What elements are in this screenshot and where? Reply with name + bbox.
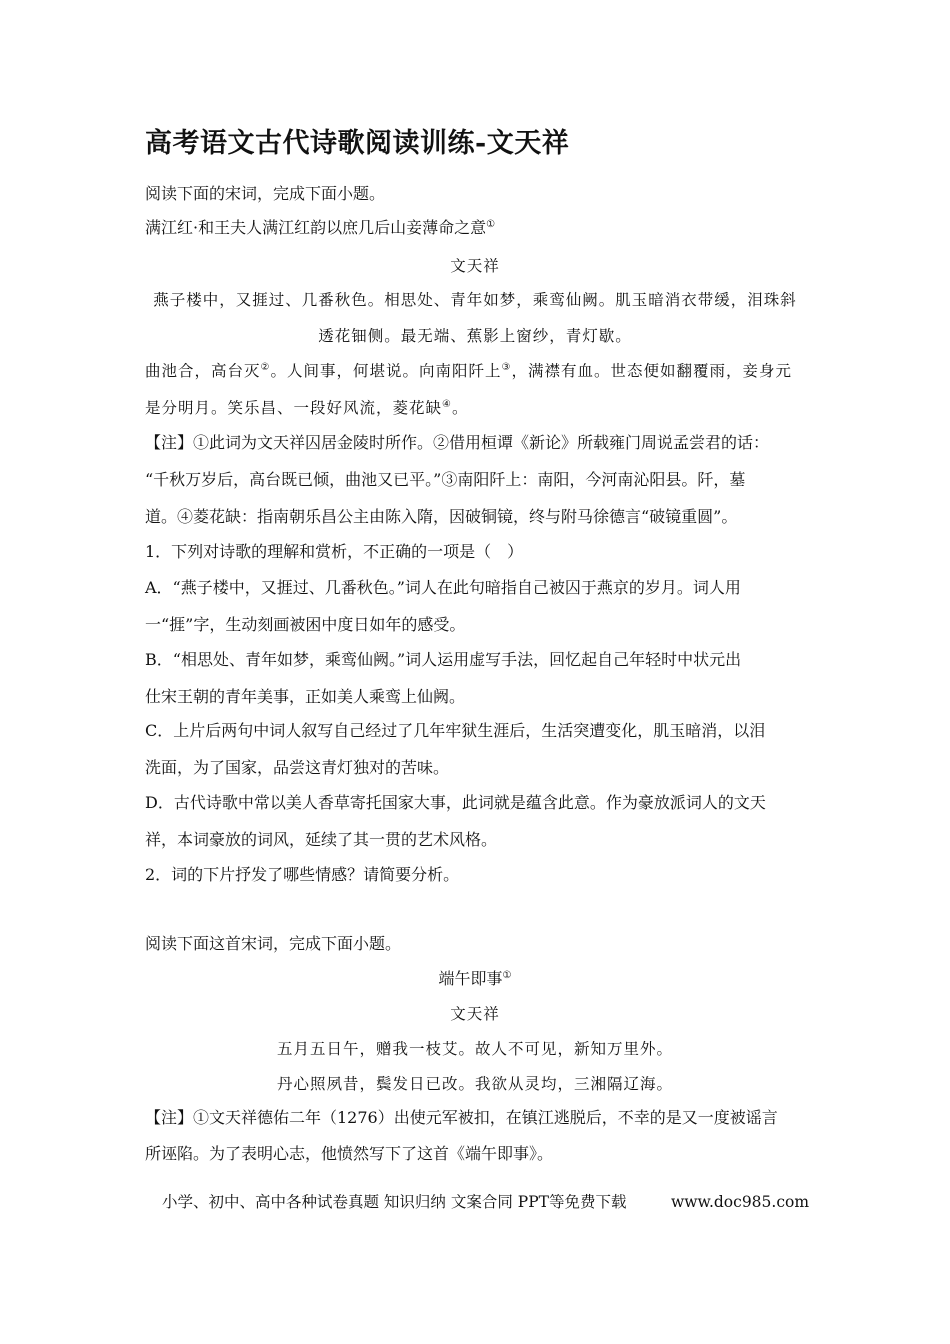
section2-intro: 阅读下面这首宋词，完成下面小题。 [145, 934, 402, 953]
footnote-ref: ① [486, 219, 496, 230]
section1-intro: 阅读下面的宋词，完成下面小题。 [145, 184, 386, 203]
footnote-ref: ③ [501, 362, 512, 373]
option-d-line1: D．古代诗歌中常以美人香草寄托国家大事，此词就是蕴含此意。作为豪放派词人的文天 [145, 793, 766, 812]
poem2-author: 文天祥 [450, 1005, 500, 1023]
option-c-line2: 洗面，为了国家，品尝这青灯独对的苦味。 [145, 758, 450, 777]
option-d-line2: 祥，本词豪放的词风，延续了其一贯的艺术风格。 [145, 830, 498, 849]
footer-url[interactable]: www.doc985.com [671, 1193, 810, 1211]
option-a-line2: 一“捱”字，生动刻画被困中度日如年的感受。 [145, 615, 466, 634]
poem2-title: 端午即事① [438, 969, 512, 988]
note2-line2: 所诬陷。为了表明心志，他愤然写下了这首《端午即事》。 [145, 1144, 554, 1163]
footnote-ref: ① [502, 970, 512, 981]
footnote-ref: ④ [442, 399, 452, 410]
poem1-title: 满江红·和王夫人满江红韵以庶几后山妾薄命之意① [145, 218, 496, 237]
poem1-stanza1-line1: 燕子楼中，又捱过、几番秋色。相思处、青年如梦，乘鸾仙阙。肌玉暗消衣带缓，泪珠斜 [153, 291, 797, 309]
poem2-line1: 五月五日午，赠我一枝艾。故人不可见，新知万里外。 [276, 1040, 673, 1058]
question-1: 1．下列对诗歌的理解和赏析，不正确的一项是（ ） [145, 542, 524, 561]
note1-line2: “千秋万岁后，高台既已倾，曲池又已平。”③南阳阡上：南阳，今河南沁阳县。阡，墓 [145, 470, 746, 489]
option-a-line1: A．“燕子楼中，又捱过、几番秋色。”词人在此句暗指自己被囚于燕京的岁月。词人用 [145, 578, 741, 597]
poem1-author: 文天祥 [450, 257, 500, 275]
poem1-stanza1-line2: 透花钿侧。最无端、蕉影上窗纱，青灯歇。 [318, 327, 632, 345]
page-title: 高考语文古代诗歌阅读训练-文天祥 [145, 128, 570, 159]
option-c-line1: C．上片后两句中词人叙写自己经过了几年牢狱生涯后，生活突遭变化，肌玉暗消，以泪 [145, 721, 766, 740]
question-2: 2．词的下片抒发了哪些情感？请简要分析。 [145, 865, 460, 884]
footnote-ref: ② [260, 362, 271, 373]
poem2-line2: 丹心照夙昔，鬓发日已改。我欲从灵均，三湘隔辽海。 [276, 1075, 673, 1093]
poem1-stanza2-line1: 曲池合，高台灭②。人间事，何堪说。向南阳阡上③，满襟有血。世态便如翻覆雨，妾身元 [145, 362, 792, 380]
footer-text: 小学、初中、高中各种试卷真题 知识归纳 文案合同 PPT等免费下载 [162, 1193, 627, 1211]
poem1-stanza2-line2: 是分明月。笑乐昌、一段好风流，菱花缺④。 [145, 399, 469, 417]
option-b-line2: 仕宋王朝的青年美事，正如美人乘鸾上仙阙。 [145, 687, 466, 706]
note1-line1: 【注】①此词为文天祥囚居金陵时所作。②借用桓谭《新论》所载雍门周说孟尝君的话： [145, 433, 770, 452]
option-b-line1: B．“相思处、青年如梦，乘鸾仙阙。”词人运用虚写手法，回忆起自己年轻时中状元出 [145, 650, 742, 669]
note2-line1: 【注】①文天祥德佑二年（1276）出使元军被扣，在镇江逃脱后，不幸的是又一度被谣言 [145, 1108, 778, 1127]
note1-line3: 道。④菱花缺：指南朝乐昌公主由陈入隋，因破铜镜，终与附马徐德言“破镜重圆”。 [145, 507, 738, 526]
